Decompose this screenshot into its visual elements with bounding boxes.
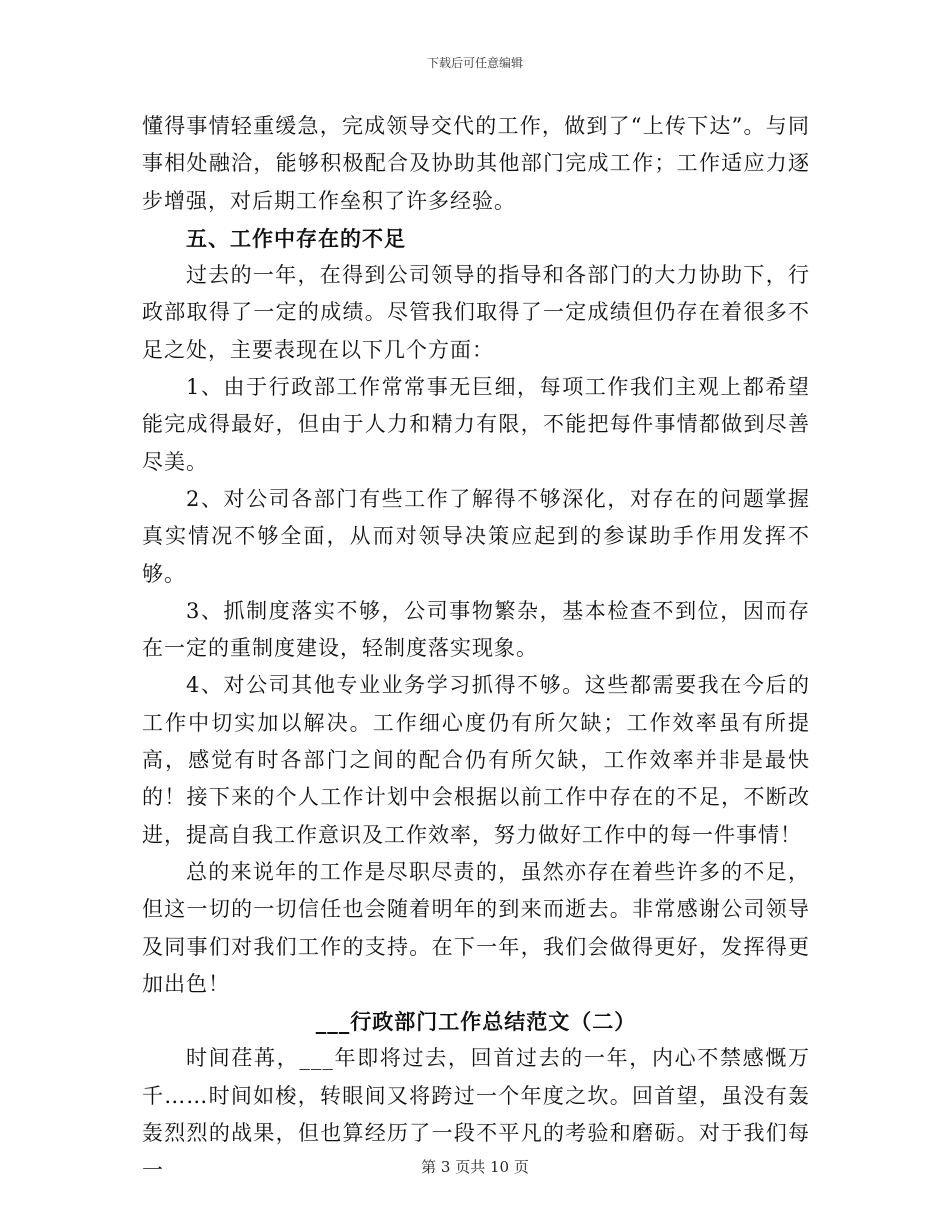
intro-paragraph: 懂得事情轻重缓急，完成领导交代的工作，做到了“上传下达”。与同事相处融洽，能够积极配合及协助其他部门完成工作；工作适应力逐步增强，对后期工作垒积了许多经验。 bbox=[142, 114, 810, 213]
page-number-footer: 第 3 页共 10 页 bbox=[421, 1158, 529, 1176]
shortcomings-intro-paragraph: 过去的一年，在得到公司领导的指导和各部门的大力协助下，行政部取得了一定的成绩。尽管我们取得了一定成绩但仍存在着很多不足之处，主要表现在以下几个方面： bbox=[142, 263, 810, 362]
shortcoming-item-4: 4、对公司其他专业业务学习抓得不够。这些都需要我在今后的工作中切实加以解决。工作细心度仍有所欠缺；工作效率虽有所提高，感觉有时各部门之间的配合仍有所欠缺，工作效率并非是最快的！接下来的个人工作计划中会根据以前工作中存在的不足，不断改进，提高自我工作意识及工作效率，努力做好工作中的每一件事情！ bbox=[142, 673, 810, 847]
article-two-title: ___行政部门工作总结范文（二） bbox=[315, 1009, 637, 1035]
page-header-note: 下载后可任意编辑 bbox=[426, 56, 523, 70]
shortcoming-item-2: 2、对公司各部门有些工作了解得不够深化，对存在的问题掌握真实情况不够全面，从而对领导决策应起到的参谋助手作用发挥不够。 bbox=[142, 486, 810, 586]
document-body bbox=[142, 108, 810, 1190]
shortcoming-item-3: 3、抓制度落实不够，公司事物繁杂，基本检查不到位，因而存在一定的重制度建设，轻制度落实现象。 bbox=[142, 598, 810, 661]
article-two-first-paragraph: 时间荏苒，___年即将过去，回首过去的一年，内心不禁感慨万千……时间如梭，转眼间又将跨过一个年度之坎。回首望，虽没有轰轰烈烈的战果，但也算经历了一段不平凡的考验和磨砺。对于我们每一 bbox=[142, 1046, 810, 1183]
conclusion-paragraph: 总的来说年的工作是尽职尽责的，虽然亦存在着些许多的不足，但这一切的一切信任也会随着明年的到来而逝去。非常感谢公司领导及同事们对我们工作的支持。在下一年，我们会做得更好，发挥得更加出色！ bbox=[142, 859, 810, 996]
section-heading-shortcomings: 五、工作中存在的不足 bbox=[186, 225, 406, 251]
shortcoming-item-1: 1、由于行政部工作常常事无巨细，每项工作我们主观上都希望能完成得最好，但由于人力和精力有限，不能把每件事情都做到尽善尽美。 bbox=[142, 375, 810, 474]
